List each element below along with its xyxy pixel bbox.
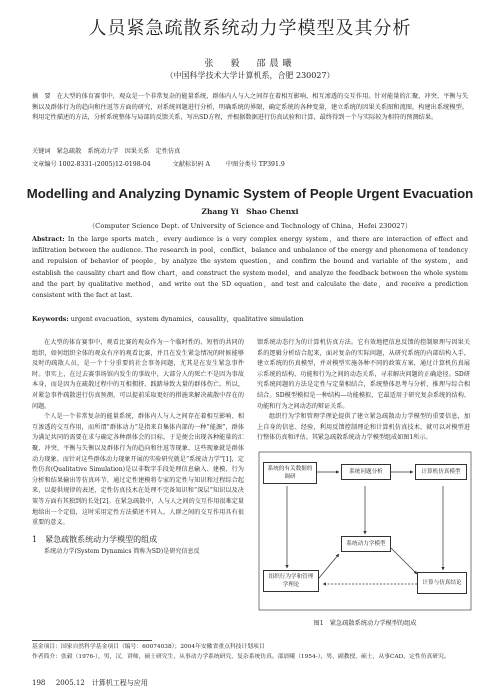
body-paragraph: 组织行为学和管理学理论提供了建立紧急疏散动力学模型的重要信息，加上自身的信息、经验，利用反馈控制理论和计算机仿真技术，就可以对模型进行整体仿真和评估。其紧急疏散系统动力学模型组成如图1所示。 <box>257 413 470 442</box>
abstract-en-label: Abstract: <box>32 235 65 243</box>
footnote-rule <box>32 640 152 641</box>
document-code: 文献标识码 A <box>172 161 210 168</box>
keywords-en <box>32 314 468 325</box>
abstract-cn-label: 摘 要 <box>32 93 51 100</box>
body-column-left <box>32 338 244 558</box>
box-data-survey: 系统的有关数据的调研 <box>263 462 317 484</box>
affiliation-en: （Computer Science Dept. of University of Science and Technology of China，Hefei 230027） <box>88 222 412 230</box>
affiliation-cn: （中国科学技术大学计算机系，合肥 230027） <box>165 71 335 80</box>
keywords-en-text: urgent evacuation，system dynamics，causality，qualitative simulation <box>70 315 304 323</box>
box-simulation-model: 计算机仿真模型 <box>415 464 467 480</box>
authors-cn: 张 毅 邵晨曦 <box>204 59 296 69</box>
abstract-cn-text: 在大型的体育赛事中，观众是一个非常复杂的能量系统，群体内人与人之间存在着相互影响、相互渗透的交互作用。针对能量的汇聚、冲突、平衡与失衡以及群体行为的趋向和往返等方面的研究，对系统问题进行分析，明确系统的界限，确定系统的各种变量，建立系统的因果关系图和流图，构建出系统模型。利用定性描述的方法，分析系统整体与局部的反馈关系，写出SD方程，并根据数据进行仿真试验和计算，最终得到一个与实际较为相符的预测结果。 <box>32 93 469 122</box>
footnote-fund: 基金项目：国家自然科学基金项目（编号：60074038）；2004年安徽省重点科技计划项目 <box>32 644 265 650</box>
journal-info: 2005.12 计算机工程与应用 <box>55 679 148 687</box>
keywords-cn-label: 关键词 <box>32 148 51 155</box>
article-number: 文章编号 1002-8331-(2005)12-0198-04 <box>32 161 151 168</box>
body-paragraph: 个人是一个非常复杂的能量系统，群体内人与人之间存在着相互影响、相互渗透的交互作用，而所谓“群体动力”是指来自集体内部的一种“能源”，群体为满足共同的需要在求与确定各种群体会的目标，于是便会出现各种能量的汇聚、冲突、平衡与失衡以及群体行为的趋向和往返等现象，这些现象就是群体动力现象。而针对这些群体动力现象开展的实验研究就是“系统动力学”[1]，定性仿真(Qualitative Simulation)是以非数字手段处理信息输入、建模、行为分析和结果输出等仿真环节，通过定性建模将专家的定性与知识和过程综合起来，以提供规律的表述，定性仿真技术在处理不完备知识和“深层”知识以及决策等方面有其独到的长处[2]。在紧急疏散中，人与人之间的交互作用很难定量地给出一个定值，这时采用定性方法描述不同人、人群之间的交互作用具有很重要的意义。 <box>32 413 244 527</box>
keywords-cn <box>32 147 468 158</box>
clc-number: 中图分类号 TP391.9 <box>225 161 285 168</box>
box-simulation-conclusion: 计算与仿真结论 <box>417 572 467 594</box>
keywords-cn-text: 紧急疏散 系统动力学 因果关系 定性仿真 <box>56 148 181 155</box>
abstract-en-text: In the large sports match，every audience is a very complex energy system，and there are interaction of effect and infiltration between the audience. The research in pool，conflict，balance and unbalance of the energy and phenomena of tendency and repulsion of behavior of people，by analyze the system question，and confirm the bound and variable of the system，and establish the causality chart and flow chart，and construct the system model，and analyze the feedback between the whole system and the part by qualitative method，and write out the SD equation，and test and calculate the date，and receive a prediction consistent with the fact at last. <box>32 235 468 300</box>
paper-title-cn: 人员紧急疏散系统动力学模型及其分析 <box>88 18 412 39</box>
footnote-author-bio: 作者简介：张毅（1976-），男，汉，讲师，硕士研究生，从事动力学系统研究，复杂系统仿真。邵晨曦（1954-），男，副教授，硕士，从事CAD、定性仿真研究。 <box>32 654 450 660</box>
figure-1-caption: 图1 紧急疏散系统动力学模型的组成 <box>313 620 417 627</box>
body-paragraph: 馈系统动态行为的计算机仿真方法。它有效地把信息反馈的控制原理与因果关系的逻辑分析结合起来，面对复杂的实际问题，从研究系统的内部结构入手，建立系统的仿真模型，并对模型实施各种不同的政策方案，通过计算机仿真展示系统的结构、功能和行为之间的动态关系，寻求解决问题的正确途径。SD研究系统问题的方法是定性与定量相结合，系统整体思考与分析、推理与综合相结合。SD模型模拟是一种结构—功能模拟，它最适用于研究复杂系统的结构、功能和行为之间动态的辩证关系。 <box>257 339 470 410</box>
abstract-cn <box>32 92 468 124</box>
box-sd-model: 系统动力学模型 <box>341 536 391 552</box>
page-number: 198 <box>32 679 46 687</box>
abstract-en <box>32 234 468 301</box>
body-column-right <box>257 338 470 444</box>
box-problem-analysis: 系统问题分析 <box>341 464 391 480</box>
figure-1-diagram <box>257 450 473 612</box>
article-meta-cn <box>32 160 468 171</box>
authors-en: Zhang Yi Shao Chenxi <box>201 207 299 216</box>
body-paragraph: 系统动力学(System Dynamics 简称为SD)是研究信息反 <box>44 548 200 556</box>
paper-title-en: Modelling and Analyzing Dynamic System of People Urgent Evacuation <box>26 186 474 201</box>
keywords-en-label: Keywords: <box>32 315 69 323</box>
page-footer <box>32 678 148 688</box>
section-heading: 1 紧急疏散系统动力学模型的组成 <box>32 534 158 544</box>
body-paragraph: 在大型的体育赛事中，观看比赛的观众作为一个临时性的、短暂的共同的组织，如何组织全体的观众有序的观看比赛，并且在发生紧急情况的时候能够及时的疏散人员，是一个十分重要的社会事务问题，尤其是在发生紧急事件时。事实上，在过去赛事场馆内发生的事故中，大部分人的死亡不是因为事故本身，而是因为在疏散过程中的互相拥挤、践踏导致大量的群体伤亡。所以，对紧急事件疏散进行仿真预测，可以提前采取更好的措施来解决疏散中存在的问题。 <box>32 339 244 410</box>
box-org-behavior-theory: 组织行为学和管理学理论 <box>263 570 319 592</box>
